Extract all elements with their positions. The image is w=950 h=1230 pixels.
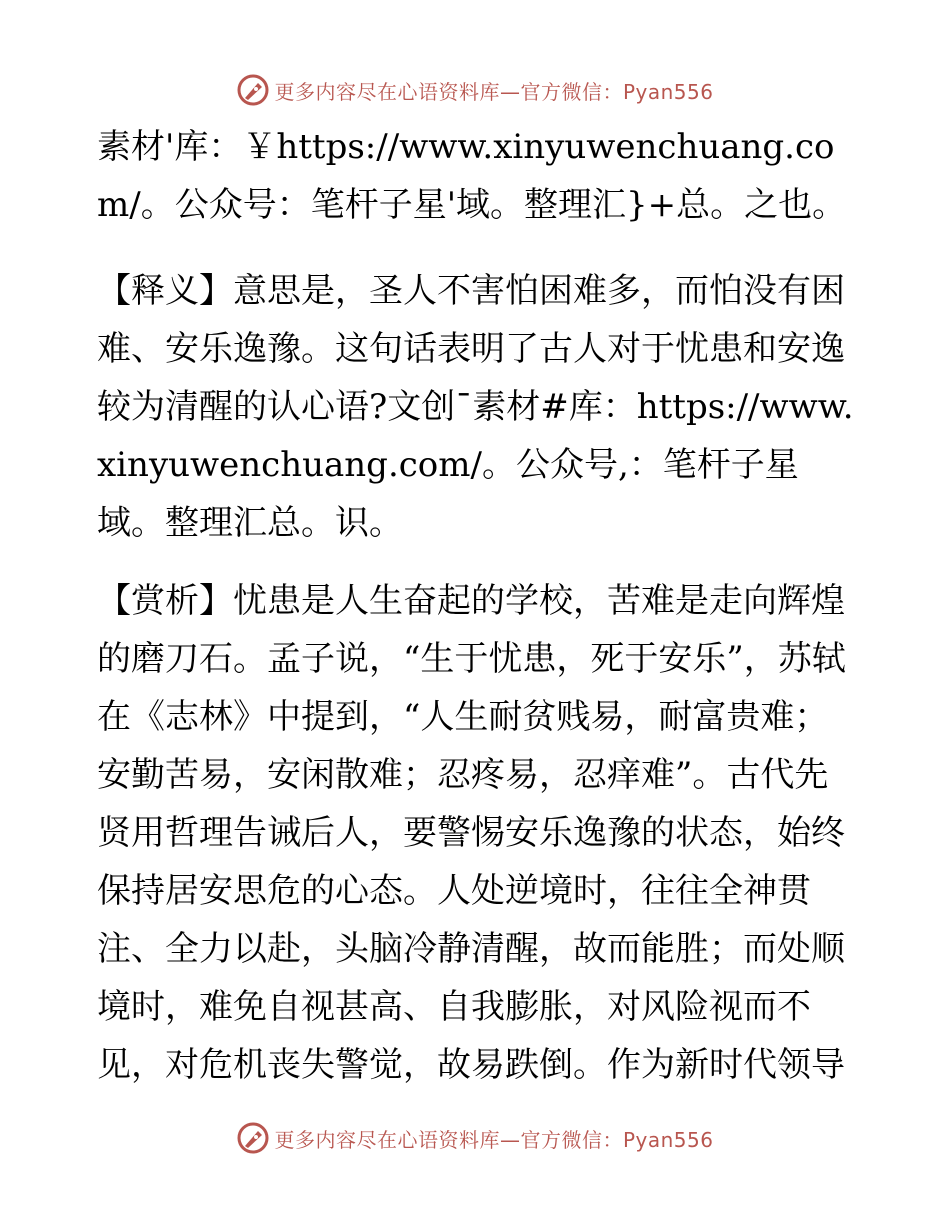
footer-banner <box>0 1118 950 1158</box>
header-banner <box>0 70 950 110</box>
document-body <box>97 118 857 1114</box>
banner-text: 更多内容尽在心语资料库—官方微信：Pyan556 <box>274 79 714 104</box>
paragraph-source <box>97 118 857 234</box>
section-heading-meaning: 【释义】 <box>97 271 233 311</box>
paragraph-text: 素材'库：￥https://www.xinyuwenchuang.com/。公众号：笔杆子星'域。整理汇}+总。之也。 <box>97 127 847 225</box>
paragraph-analysis <box>97 572 857 1094</box>
paragraph-meaning <box>97 262 857 552</box>
section-heading-analysis: 【赏析】 <box>97 581 233 621</box>
paragraph-text: 忧患是人生奋起的学校，苦难是走向辉煌的磨刀石。孟子说，“生于忧患，死于安乐”，苏轼在《志林》中提到，“人生耐贫贱易，耐富贵难；安勤苦易，安闲散难；忍疼易，忍痒难”。古代先贤用哲理告诫后人，要警惕安乐逸豫的状态，始终保持居安思危的心态。人处逆境时，往往全神贯注、全力以赴，头脑冷静清醒，故而能胜；而处顺境时，难免自视甚高、自我膨胀，对风险视而不见，对危机丧失警觉，故易跌倒。作为新时代领导 <box>97 581 846 1085</box>
banner-text: 更多内容尽在心语资料库—官方微信：Pyan556 <box>274 1127 714 1152</box>
pen-nib-circle-icon <box>236 1121 270 1155</box>
paragraph-text: 意思是，圣人不害怕困难多，而怕没有困难、安乐逸豫。这句话表明了古人对于忧患和安逸较为清醒的认心语?文创¯素材#库：https://www.xinyuwenchuang.com/。公众号,：笔杆子星域。整理汇总。识。 <box>97 271 854 543</box>
pen-nib-circle-icon <box>236 73 270 107</box>
